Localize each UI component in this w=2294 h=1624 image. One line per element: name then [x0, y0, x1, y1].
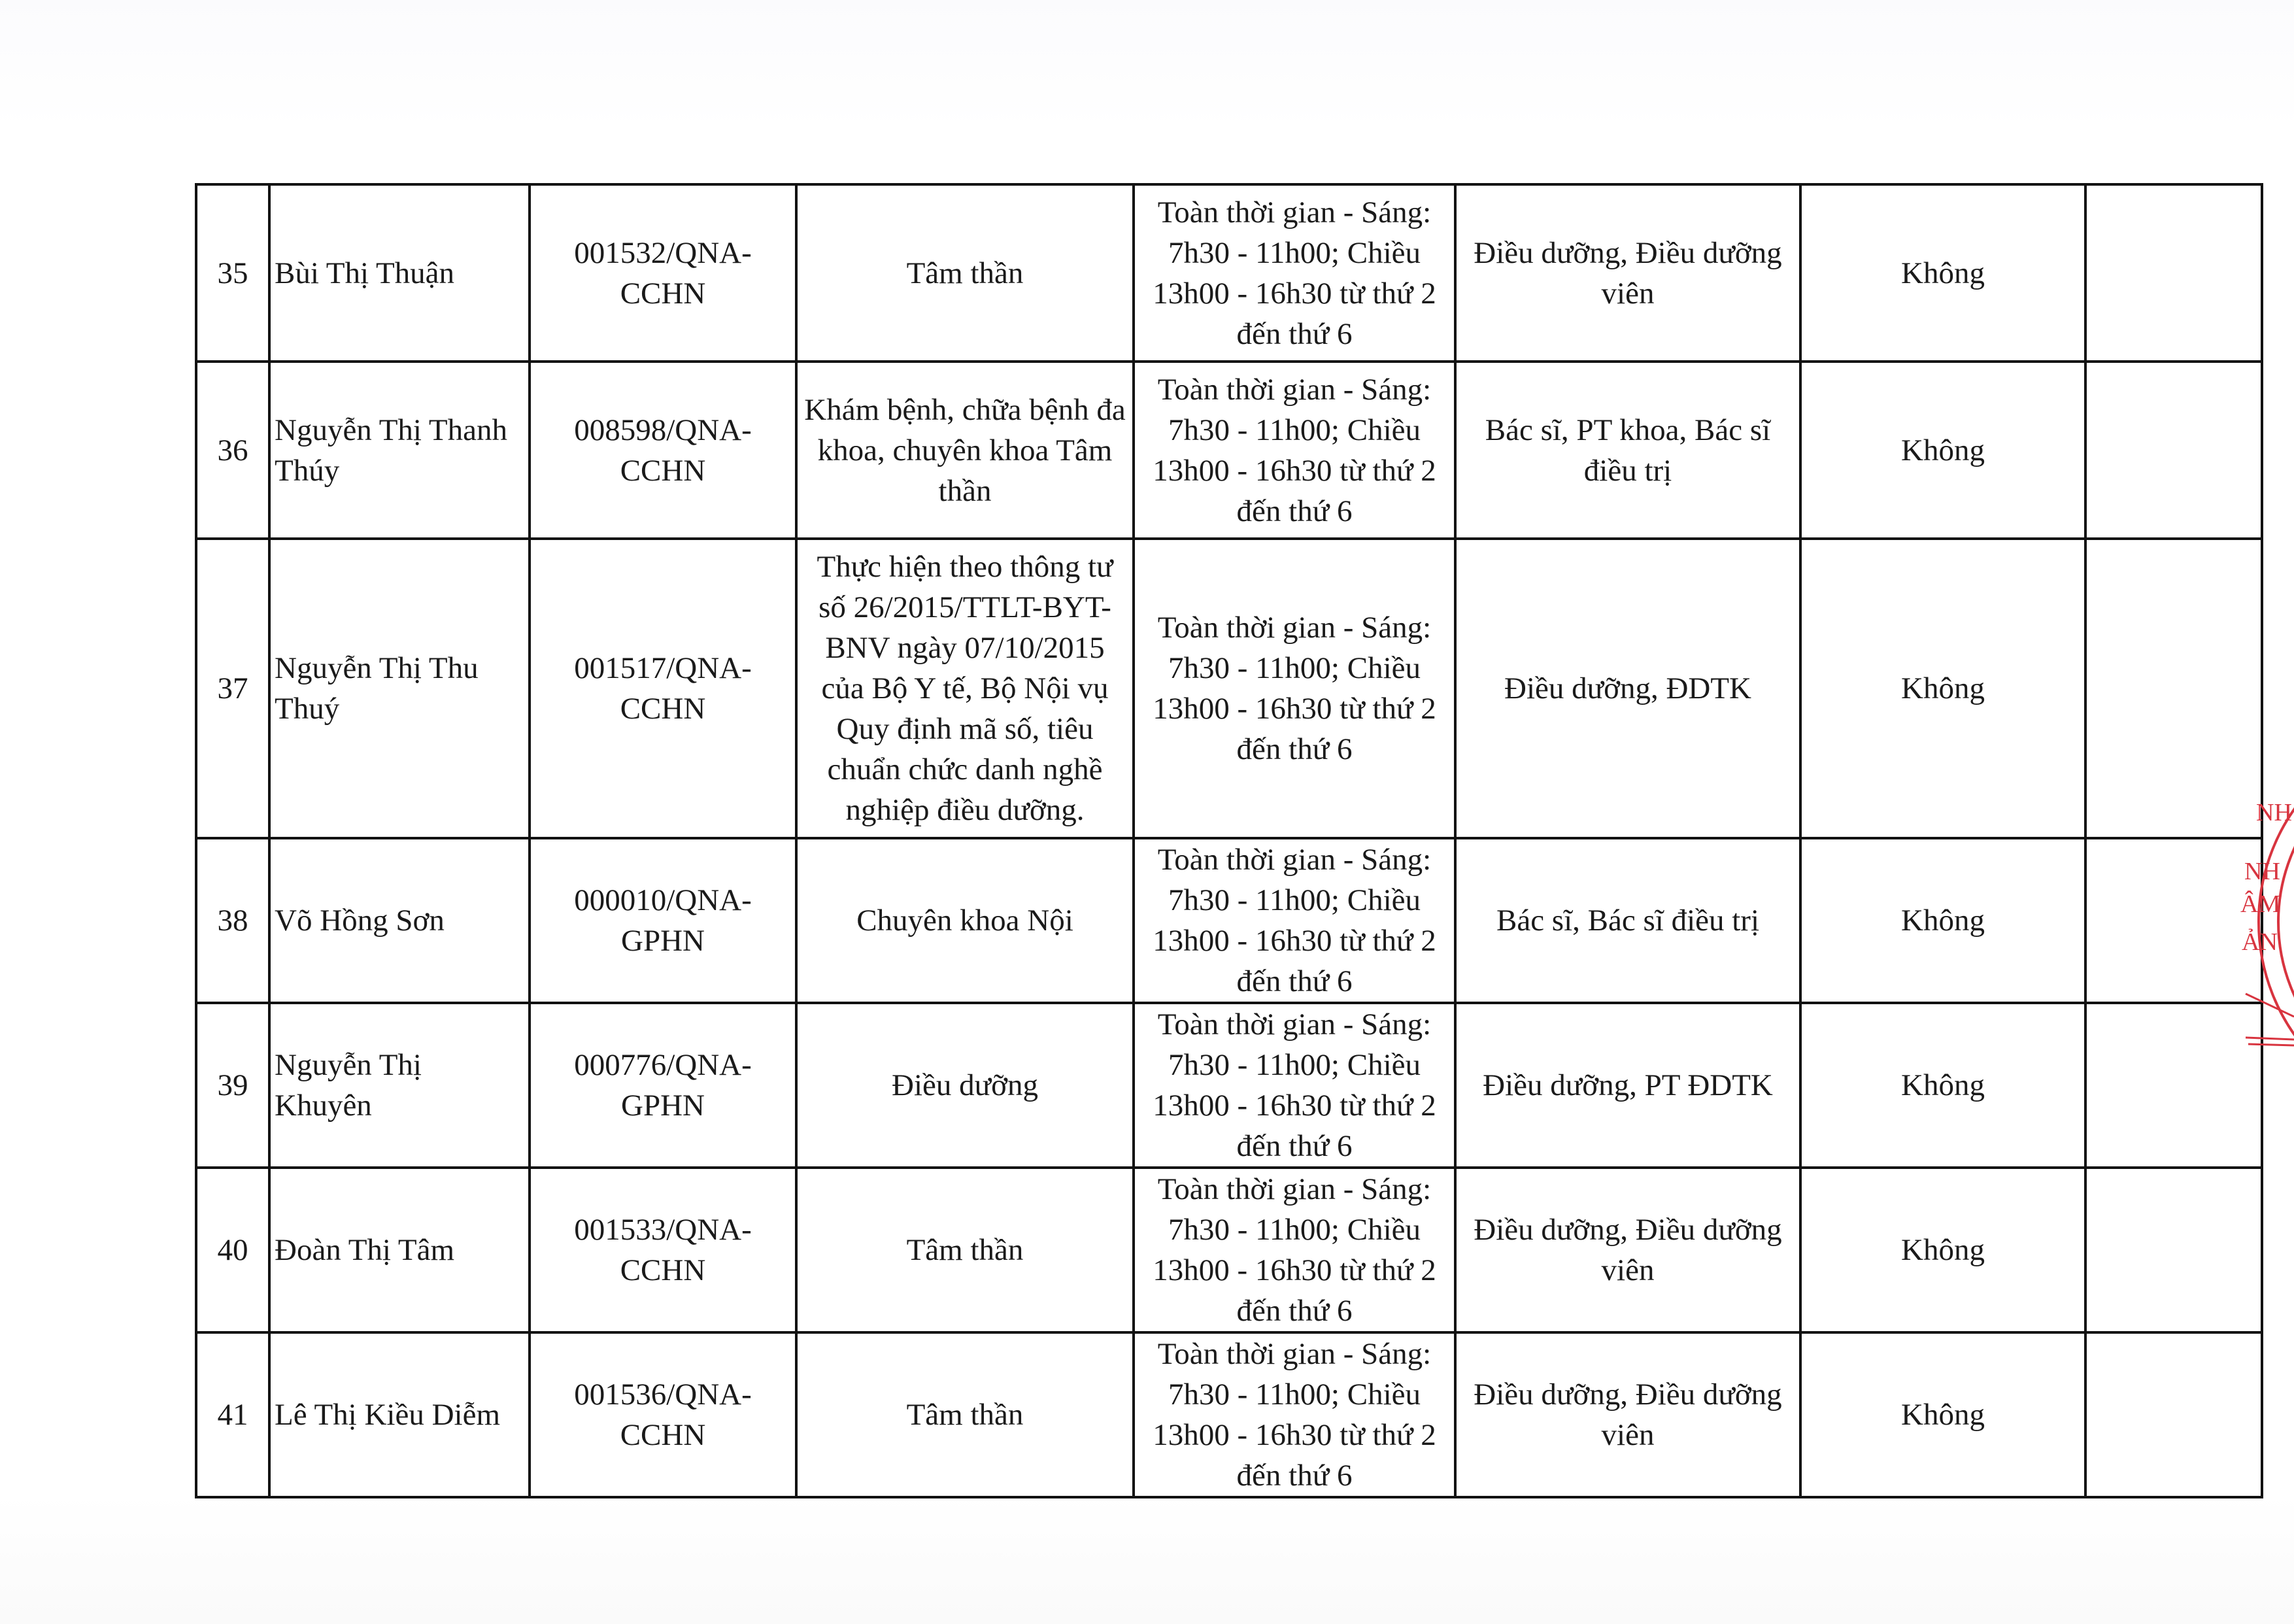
working-time-cell: Toàn thời gian - Sáng: 7h30 - 11h00; Chiều 13h00 - 16h30 từ thứ 2 đến thứ 6: [1134, 362, 1455, 539]
staff-name-cell: Nguyễn Thị Thu Thuý: [269, 539, 530, 838]
row-number-cell: 36: [196, 362, 269, 539]
other-practice-cell: Không: [1800, 1003, 2085, 1168]
table-row: [196, 362, 2262, 539]
certificate-cell: 008598/QNA-CCHN: [530, 362, 796, 539]
row-number-cell: 39: [196, 1003, 269, 1168]
other-practice-cell: Không: [1800, 362, 2085, 539]
position-cell: Điều dưỡng, Điều dưỡng viên: [1455, 184, 1800, 362]
svg-text:NH: NH: [2256, 799, 2292, 826]
staff-name-cell: Nguyễn Thị Thanh Thúy: [269, 362, 530, 539]
practice-scope-cell: Điều dưỡng: [796, 1003, 1134, 1168]
position-cell: Bác sĩ, Bác sĩ điều trị: [1455, 838, 1800, 1003]
working-time-cell: Toàn thời gian - Sáng: 7h30 - 11h00; Chiều 13h00 - 16h30 từ thứ 2 đến thứ 6: [1134, 539, 1455, 838]
table-row: [196, 539, 2262, 838]
certificate-cell: 001532/QNA-CCHN: [530, 184, 796, 362]
certificate-cell: 001536/QNA-CCHN: [530, 1332, 796, 1497]
working-time-cell: Toàn thời gian - Sáng: 7h30 - 11h00; Chiều 13h00 - 16h30 từ thứ 2 đến thứ 6: [1134, 1168, 1455, 1332]
row-number-cell: 35: [196, 184, 269, 362]
staff-table: [195, 183, 2263, 1498]
staff-name-cell: Bùi Thị Thuận: [269, 184, 530, 362]
certificate-cell: 001517/QNA-CCHN: [530, 539, 796, 838]
working-time-cell: Toàn thời gian - Sáng: 7h30 - 11h00; Chiều 13h00 - 16h30 từ thứ 2 đến thứ 6: [1134, 184, 1455, 362]
staff-name-cell: Lê Thị Kiều Diễm: [269, 1332, 530, 1497]
note-cell: [2085, 1332, 2262, 1497]
staff-name-cell: Đoàn Thị Tâm: [269, 1168, 530, 1332]
position-cell: Điều dưỡng, ĐDTK: [1455, 539, 1800, 838]
practice-scope-cell: Tâm thần: [796, 1168, 1134, 1332]
practice-scope-cell: Tâm thần: [796, 1332, 1134, 1497]
other-practice-cell: Không: [1800, 1168, 2085, 1332]
row-number-cell: 40: [196, 1168, 269, 1332]
row-number-cell: 38: [196, 838, 269, 1003]
note-cell: [2085, 362, 2262, 539]
note-cell: [2085, 838, 2262, 1003]
working-time-cell: Toàn thời gian - Sáng: 7h30 - 11h00; Chiều 13h00 - 16h30 từ thứ 2 đến thứ 6: [1134, 1332, 1455, 1497]
position-cell: Điều dưỡng, Điều dưỡng viên: [1455, 1332, 1800, 1497]
working-time-cell: Toàn thời gian - Sáng: 7h30 - 11h00; Chiều 13h00 - 16h30 từ thứ 2 đến thứ 6: [1134, 838, 1455, 1003]
practice-scope-cell: Chuyên khoa Nội: [796, 838, 1134, 1003]
staff-name-cell: Nguyễn Thị Khuyên: [269, 1003, 530, 1168]
red-seal-stamp-icon: [2239, 781, 2294, 1062]
svg-text:NH: NH: [2244, 858, 2280, 885]
table-row: [196, 1003, 2262, 1168]
table-row: [196, 1168, 2262, 1332]
staff-name-cell: Võ Hồng Sơn: [269, 838, 530, 1003]
certificate-cell: 000010/QNA-GPHN: [530, 838, 796, 1003]
position-cell: Bác sĩ, PT khoa, Bác sĩ điều trị: [1455, 362, 1800, 539]
note-cell: [2085, 539, 2262, 838]
other-practice-cell: Không: [1800, 539, 2085, 838]
table-row: [196, 838, 2262, 1003]
other-practice-cell: Không: [1800, 184, 2085, 362]
svg-text:ẢN: ẢN: [2242, 928, 2278, 956]
position-cell: Điều dưỡng, Điều dưỡng viên: [1455, 1168, 1800, 1332]
practice-scope-cell: Tâm thần: [796, 184, 1134, 362]
practice-scope-cell: Thực hiện theo thông tư số 26/2015/TTLT-BYT-BNV ngày 07/10/2015 của Bộ Y tế, Bộ Nội vụ Quy định mã số, tiêu chuẩn chức danh nghề nghiệp điều dưỡng.: [796, 539, 1134, 838]
note-cell: [2085, 1003, 2262, 1168]
row-number-cell: 37: [196, 539, 269, 838]
row-number-cell: 41: [196, 1332, 269, 1497]
certificate-cell: 000776/QNA-GPHN: [530, 1003, 796, 1168]
table-row: [196, 1332, 2262, 1497]
position-cell: Điều dưỡng, PT ĐDTK: [1455, 1003, 1800, 1168]
practice-scope-cell: Khám bệnh, chữa bệnh đa khoa, chuyên khoa Tâm thần: [796, 362, 1134, 539]
working-time-cell: Toàn thời gian - Sáng: 7h30 - 11h00; Chiều 13h00 - 16h30 từ thứ 2 đến thứ 6: [1134, 1003, 1455, 1168]
note-cell: [2085, 184, 2262, 362]
other-practice-cell: Không: [1800, 1332, 2085, 1497]
table-row: [196, 184, 2262, 362]
other-practice-cell: Không: [1800, 838, 2085, 1003]
svg-text:ÂM: ÂM: [2240, 890, 2281, 918]
note-cell: [2085, 1168, 2262, 1332]
certificate-cell: 001533/QNA-CCHN: [530, 1168, 796, 1332]
